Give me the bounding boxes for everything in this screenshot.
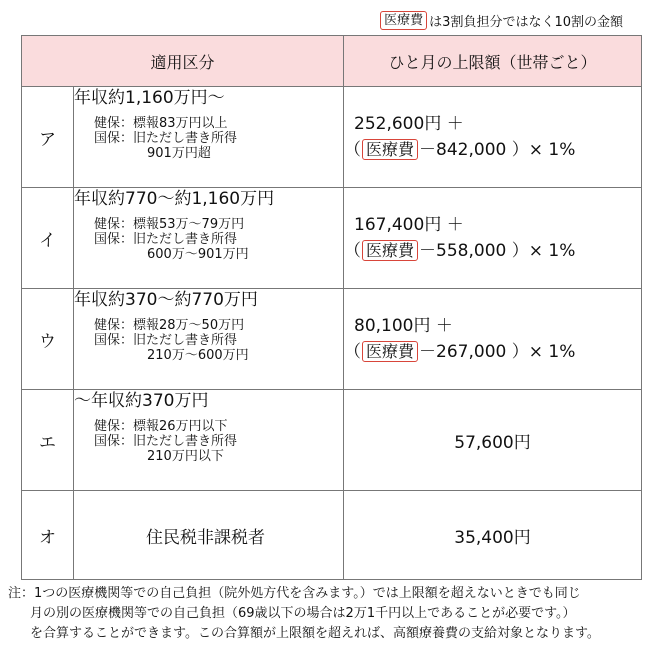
row-limit	[344, 87, 642, 188]
footnote-line-1: 注：1つの医療機関等での自己負担（院外処方代を含みます。）では上限額を超えないときでも同じ	[8, 586, 581, 601]
limit-open-paren: （	[344, 140, 362, 160]
kokuho-range: 210万円以下	[147, 449, 224, 464]
footnote-line-2: 月の別の医療機関等での自己負担（69歳以下の場合は2万1千円以上であることが必要です。）	[30, 606, 576, 621]
row-category	[74, 188, 344, 289]
top-note-text: は3割負担分ではなく10割の金額	[429, 15, 623, 30]
limit-term-boxed: 医療費	[362, 341, 418, 362]
income-range: 年収約770～約1,160万円	[74, 189, 275, 209]
income-range: 年収約370～約770万円	[74, 290, 258, 310]
header-category: 適用区分	[22, 36, 344, 87]
income-range: ～年収約370万円	[74, 391, 209, 411]
limit-rest: －267,000 ）× 1%	[419, 342, 576, 362]
kokuho-range: 210万～600万円	[147, 348, 249, 363]
kokuho-text: 国保：旧ただし書き所得	[94, 232, 238, 247]
insurance-details	[74, 116, 343, 161]
kokuho-range: 901万円超	[147, 146, 211, 161]
row-category	[74, 390, 344, 491]
table-header-row	[22, 36, 642, 87]
limit-base: 167,400円 ＋	[354, 215, 464, 235]
row-limit: 35,400円	[344, 491, 642, 580]
top-note-boxed-term: 医療費	[380, 11, 427, 30]
row-label: エ	[22, 390, 74, 491]
row-label: ア	[22, 87, 74, 188]
row-label: ウ	[22, 289, 74, 390]
kenpo-text: 健保：標報53万～79万円	[94, 217, 245, 232]
kenpo-text: 健保：標報26万円以下	[94, 419, 228, 434]
row-limit: 57,600円	[344, 390, 642, 491]
kokuho-range: 600万～901万円	[147, 247, 249, 262]
limit-base: 80,100円 ＋	[354, 316, 453, 336]
header-limit: ひと月の上限額（世帯ごと）	[344, 36, 642, 87]
footnote-line-3: を合算することができます。この合算額が上限額を超えれば、高額療養費の支給対象となります。	[30, 626, 600, 641]
table-row	[22, 87, 642, 188]
kokuho-text: 国保：旧ただし書き所得	[94, 131, 238, 146]
limit-formula	[344, 137, 641, 163]
row-limit	[344, 188, 642, 289]
limit-open-paren: （	[344, 241, 362, 261]
row-limit	[344, 289, 642, 390]
table-row	[22, 390, 642, 491]
kokuho-text: 国保：旧ただし書き所得	[94, 333, 238, 348]
limit-open-paren: （	[344, 342, 362, 362]
kenpo-text: 健保：標報28万～50万円	[94, 318, 245, 333]
limit-table	[21, 35, 642, 580]
limit-formula	[344, 238, 641, 264]
row-category	[74, 87, 344, 188]
insurance-details	[74, 318, 343, 363]
row-label: イ	[22, 188, 74, 289]
kenpo-text: 健保：標報83万円以上	[94, 116, 228, 131]
table-row	[22, 188, 642, 289]
limit-formula	[344, 339, 641, 365]
insurance-details	[74, 217, 343, 262]
limit-term-boxed: 医療費	[362, 139, 418, 160]
limit-base: 252,600円 ＋	[354, 114, 464, 134]
footnote	[8, 584, 660, 644]
limit-term-boxed: 医療費	[362, 240, 418, 261]
kokuho-text: 国保：旧ただし書き所得	[94, 434, 238, 449]
income-range: 年収約1,160万円～	[74, 88, 225, 108]
table-row	[22, 289, 642, 390]
row-category	[74, 289, 344, 390]
row-label: オ	[22, 491, 74, 580]
top-note	[380, 11, 623, 30]
table-row	[22, 491, 642, 580]
limit-rest: －842,000 ）× 1%	[419, 140, 576, 160]
limit-rest: －558,000 ）× 1%	[419, 241, 576, 261]
insurance-details	[74, 419, 343, 464]
income-range: 住民税非課税者	[74, 491, 344, 580]
